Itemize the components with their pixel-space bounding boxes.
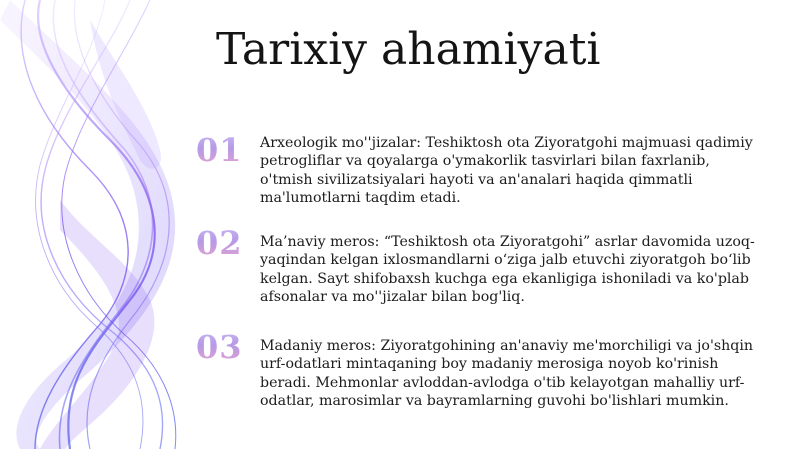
item-text: Ma’naviy meros: “Teshiktosh ota Ziyoratgohi” asrlar davomida uzoq-yaqindan kelgan ixlosmandlarni o‘ziga jalb etuvchi ziyoratgoh bo‘lib kelgan. Sayt shifobaxsh kuchga ega ekanligiga ishoniladi va ko'plab afsonalar va mo''jizalar bilan bog'liq. — [260, 234, 755, 306]
decorative-smoke-ribbon — [0, 0, 220, 449]
item-text: Madaniy meros: Ziyoratgohining an'anaviy me'morchiligi va jo'shqin urf-odatlari mintaqaning boy madaniy merosiga noyob ko'rinish beradi. Mehmonlar avloddan-avlodga o'tib kelayotgan mahalliy urf-odatlar, marosimlar va bayramlarning guvohi bo'lishlari mumkin. — [260, 338, 754, 410]
item-text: Arxeologik mo''jizalar: Teshiktosh ota Ziyoratgohi majmuasi qadimiy petrogliflar va qoyalarga o'ymakorlik tasvirlari bilan faxrlanib, o'tmish sivilizatsiyalari hayoti va an'analari haqida qimmatli ma'lumotlarni taqdim etadi. — [260, 135, 753, 207]
item-number: 01 — [196, 132, 248, 168]
slide-title: Tarixiy ahamiyati — [216, 24, 601, 75]
item-number: 03 — [196, 329, 248, 365]
item-number: 02 — [196, 225, 248, 261]
